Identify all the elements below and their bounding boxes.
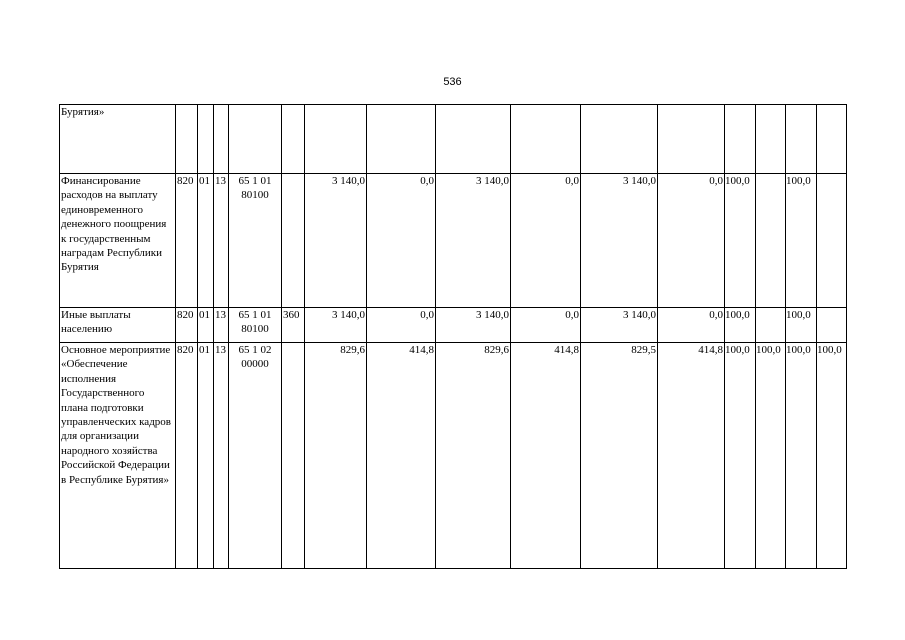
page-number: 536	[443, 76, 462, 88]
percent-4	[817, 308, 847, 343]
row-name: Бурятия»	[60, 105, 176, 174]
grbs-code	[176, 105, 198, 174]
percent-3	[786, 105, 817, 174]
percent-4: 100,0	[817, 343, 847, 569]
amount-2	[367, 105, 436, 174]
table-row	[60, 174, 847, 308]
amount-4	[511, 105, 581, 174]
target-article-code: 65 1 01 80100	[229, 308, 282, 343]
amount-6: 414,8	[658, 343, 725, 569]
amount-4: 414,8	[511, 343, 581, 569]
amount-6: 0,0	[658, 174, 725, 308]
section-code: 01	[198, 174, 214, 308]
row-name: Иные выплаты населению	[60, 308, 176, 343]
percent-1: 100,0	[725, 343, 756, 569]
percent-2	[756, 105, 786, 174]
amount-3: 3 140,0	[436, 174, 511, 308]
amount-6	[658, 105, 725, 174]
amount-1: 3 140,0	[305, 174, 367, 308]
expense-type-code	[282, 105, 305, 174]
percent-4	[817, 174, 847, 308]
amount-5: 3 140,0	[581, 174, 658, 308]
expense-type-code	[282, 343, 305, 569]
row-name: Основное мероприятие «Обеспечение исполнения Государственного плана подготовки управленческих кадров для организации народного хозяйства Российской Федерации в Республике Бурятия»	[60, 343, 176, 569]
expense-type-code	[282, 174, 305, 308]
amount-3	[436, 105, 511, 174]
target-article-code: 65 1 01 80100	[229, 174, 282, 308]
percent-3: 100,0	[786, 343, 817, 569]
subsection-code: 13	[214, 308, 229, 343]
grbs-code: 820	[176, 308, 198, 343]
grbs-code: 820	[176, 343, 198, 569]
budget-table	[59, 104, 847, 569]
subsection-code: 13	[214, 174, 229, 308]
amount-5: 829,5	[581, 343, 658, 569]
percent-1	[725, 105, 756, 174]
target-article-code: 65 1 02 00000	[229, 343, 282, 569]
grbs-code: 820	[176, 174, 198, 308]
percent-1: 100,0	[725, 308, 756, 343]
section-code: 01	[198, 308, 214, 343]
percent-2: 100,0	[756, 343, 786, 569]
table-row	[60, 308, 847, 343]
amount-6: 0,0	[658, 308, 725, 343]
percent-4	[817, 105, 847, 174]
amount-5	[581, 105, 658, 174]
amount-2: 0,0	[367, 308, 436, 343]
percent-3: 100,0	[786, 174, 817, 308]
percent-1: 100,0	[725, 174, 756, 308]
amount-1	[305, 105, 367, 174]
amount-1: 829,6	[305, 343, 367, 569]
percent-2	[756, 174, 786, 308]
target-article-code	[229, 105, 282, 174]
table-row	[60, 343, 847, 569]
amount-4: 0,0	[511, 174, 581, 308]
amount-2: 414,8	[367, 343, 436, 569]
percent-3: 100,0	[786, 308, 817, 343]
section-code: 01	[198, 343, 214, 569]
expense-type-code: 360	[282, 308, 305, 343]
amount-3: 829,6	[436, 343, 511, 569]
percent-2	[756, 308, 786, 343]
table-row	[60, 105, 847, 174]
amount-3: 3 140,0	[436, 308, 511, 343]
amount-1: 3 140,0	[305, 308, 367, 343]
row-name: Финансирование расходов на выплату единовременного денежного поощрения к государственным наградам Республики Бурятия	[60, 174, 176, 308]
subsection-code	[214, 105, 229, 174]
amount-2: 0,0	[367, 174, 436, 308]
amount-5: 3 140,0	[581, 308, 658, 343]
section-code	[198, 105, 214, 174]
amount-4: 0,0	[511, 308, 581, 343]
subsection-code: 13	[214, 343, 229, 569]
